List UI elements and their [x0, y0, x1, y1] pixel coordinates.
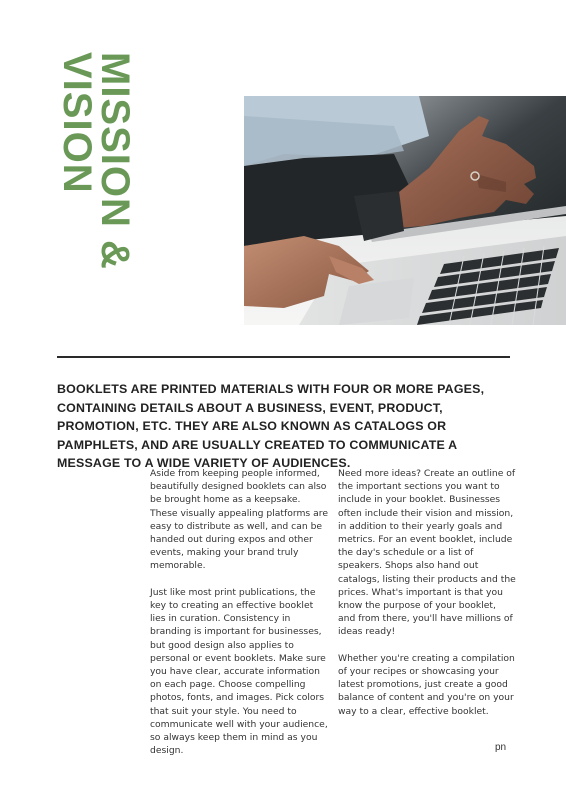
body-paragraph: Whether you're creating a compilation of your recipes or showcasing your latest promotions, just create a good balance of content and you're on your way to a clear, effective booklet.	[338, 652, 515, 717]
hero-photo	[244, 96, 566, 325]
title-line-vision: VISION	[55, 52, 99, 194]
section-divider	[57, 356, 510, 358]
body-paragraph: Aside from keeping people informed, beautifully designed booklets can also be brought home as a keepsake. These visually appealing platforms are easy to distribute as well, and can be handed out during expos and other events, making your brand truly memorable.	[150, 468, 328, 572]
body-paragraph: Need more ideas? Create an outline of the important sections you want to include in your booklet. Businesses often include their vision and mission, in addition to their yearly goals and metrics. For an event booklet, include the day's schedule or a list of speakers. Shops also hand out catalogs, listing their products and the prices. What's important is that you know the purpose of your booklet, and from there, you'll have millions of ideas ready!	[338, 468, 516, 638]
page-title	[52, 52, 137, 270]
body-paragraph: Just like most print publications, the key to creating an effective booklet lies in curation. Consistency in branding is important for businesses, but good design also applies to personal or event booklets. Make sure you have clear, accurate information on each page. Choose compelling photos, fonts, and images. Pick colors that suit your style. You need to communicate well with your audience, so always keep them in mind as you design.	[150, 586, 328, 757]
page-title-rotated	[52, 52, 137, 270]
body-column-right	[338, 467, 516, 731]
intro-headline: BOOKLETS ARE PRINTED MATERIALS WITH FOUR OR MORE PAGES, CONTAINING DETAILS ABOUT A BUSINESS, EVENT, PRODUCT, PROMOTION, ETC. THEY ARE ALSO KNOWN AS CATALOGS OR PAMPHLETS, AND ARE USUALLY CREATED TO COMMUNICATE A MESSAGE TO A WIDE VARIETY OF AUDIENCES.	[57, 382, 485, 470]
hero-photo-illustration	[244, 96, 566, 325]
title-line-mission: MISSION &	[93, 52, 137, 270]
body-column-left	[150, 467, 328, 771]
page-number: pn	[495, 742, 507, 753]
